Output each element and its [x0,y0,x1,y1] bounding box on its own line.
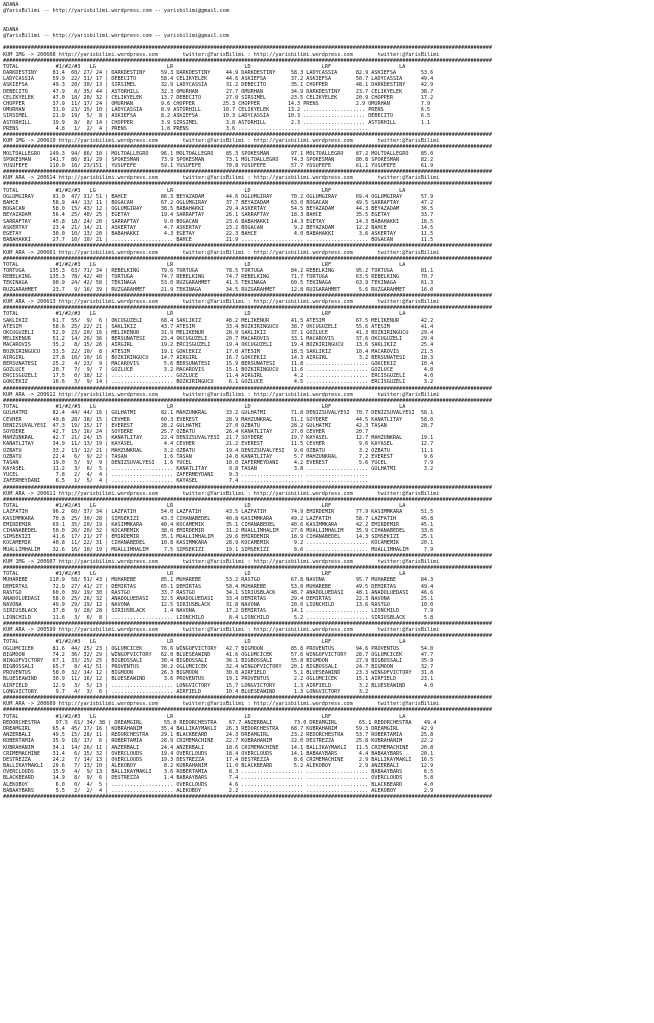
table-row: ALEKOBOY 6.0 0/ 4/ 5 | .................... OVERCLOUDS 4.6 .................... .................... BLACKBEARD 4.0 [3,781,434,788]
table-row: GOZLUCE 20.7 7/ 9/ 7 | GOZLUCE 3.2 MACAROVIS 15.1 BOZKIRINGUCU 11.6 .................... GOZLUCE 4.0 [3,367,434,374]
table-row: REBELKING 135.3 78/ 42/ 40 | TORTUGA 74.7 REBELKING 74.7 REBELKING 71.7 TORTUGA 63.5 REBELKING 70.7 [3,274,434,281]
table-row: ERCISGUZELI 17.5 0/ 18/ 12 | .................... GOZLUCE 11.4 AIRGIRL 4.2 .................... ERCISGUZELI 4.0 [3,373,434,380]
table-row: OVERCLOUDS 15.9 4/ 9/ 13 | BALLIKAYMAKLI 3.6 ROBERTAMIA 8.3 .................... .................... BABAAYBARS 6.5 [3,769,434,776]
table-row: SPOKESMAN 141.7 80/ 81/ 29 | SPOKESMAN 73.9 SPOKESMAN 73.1 MOLTOALLEGRO 74.3 SPOKESMAN 80.8 SPOKESMAN 82.2 [3,156,434,163]
table-row: WINGOFVICTORY 67.1 33/ 25/ 25 | BIGBOSSALI 30.4 BIGBOSSALI 36.1 BIGBOSSALI 55.8 BIGMOON 27.9 BIGBOSSALI 35.9 [3,657,434,664]
separator-line: ############################################################################################################################################################## [3,181,492,188]
table-row: DENIZSUVALYESI 47.3 19/ 15/ 17 | EVEREST 28.2 GULHATMI 27.0 OZBATU 28.2 GULHATMI 42.3 TASAN 28.7 [3,422,434,429]
table-row: MUHAREBE 110.9 58/ 51/ 43 | MUHAREBE 85.1 MUHAREBE 53.2 RASTGO 67.8 NAVONA 95.7 MUHAREBE 84.3 [3,577,434,584]
table-row: KASIMMKARA 70.8 25/ 30/ 28 | SIMSEKIZI 43.3 CIHANABEDEL 40.8 KASIMMKARA 49.2 LAZFATIH 58.7 LAZFATIH 45.8 [3,515,434,522]
table-row: BEYAZADAM 56.4 25/ 40/ 25 | EGETAY 19.4 SARRAFTAY 26.1 SARRAFTAY 18.3 BAHCE 35.5 EGETAY 33.7 [3,212,434,219]
table-row: BLUESEAWIND 30.9 11/ 16/ 12 | BLUESEAWIND 3.6 PROVENTUS 19.1 PROVENTUS 2.2 OGLUMCICEK 15.1 AIRFIELD 23.1 [3,676,434,683]
section-title: KUM ARA -> 200611 http://yarisbilimi.wordpress.com twitter:@YarisBilimi : http://yarisbilimi.wordpress.com twitter:@YarisBilimi [3,490,440,497]
table-row: NAVONA 49.9 29/ 19/ 12 | NAVONA 12.5 SIRIUSBLACK 31.8 NAVONA 20.0 LIONCHILD 13.6 RASTGO 10.0 [3,602,434,609]
section-title: KUM 1MG -> 200607 http://yarisbilimi.wordpress.com twitter:@YarisBilimi : http://yarisbilimi.wordpress.com twitter:@YarisBilimi [3,558,440,565]
separator-line: ############################################################################################################################################################## [3,620,492,627]
table-row: KUBRAHANIM 34.1 14/ 26/ 11 | ANZERBALI 24.4 ANZERBALI 18.6 CRIMEMACHINE 14.1 BALLIKAYMAKLI 11.5 CRIMEMACHINE 20.8 [3,744,434,751]
table-row: GOKCEKIZ 16.6 3/ 9/ 14 | .................... BOZKIRINGUCU 6.1 GOZLUCE 4.5 .................... ERCISGUZELI 3.2 [3,379,434,386]
table-row: KAYASEL 11.2 3/ 6/ 5 | .................... KANATLITAY 9.8 TASAN 3.8 .................... GULHATMI 3.2 [3,466,434,473]
table-row: SAKLIKIZ 61.7 55/ 9/ 6 | OKCUGUZELI 68.4 SAKLIKIZ 48.2 MELIKENUR 41.5 ATESIM 67.5 MELIKENUR 42.2 [3,317,434,324]
separator-line: ############################################################################################################################################################## [3,398,492,404]
table-row: MOLTOALLEGRO 149.3 94/ 86/ 10 | MOLTOALLEGRO 96.1 MOLTOALLEGRO 85.3 SPOKESMAN 97.1 MOLTOALLEGRO 87.2 MOLTOALLEGRO 85.0 [3,150,434,157]
table-row: EMIRDEMIR 69.1 35/ 20/ 19 | KASIMMKARA 40.4 KOCAMEMIK 35.1 CIHANABEDEL 40.6 KASIMMKARA 42.2 EMIRDEMIR 45.1 [3,521,434,528]
table-row: SARRAFTAY 45.8 18/ 24/ 20 | SARRAFTAY 9.0 BOGACAN 23.6 BABAHAKKI 14.3 EGETAY 14.3 BABAHAKKI 16.5 [3,218,434,225]
table-row: TOTAL #1/#2/#3 LG LR LD LRF LA [3,311,406,318]
separator-line: ############################################################################################################################################################## [3,57,492,64]
table-row: TOTAL #1/#2/#3 LG LR LD LRF LA [3,571,406,578]
table-row: OKCUGUZELI 52.9 23/ 20/ 16 | MELIKENUR 31.9 MELIKENUR 28.9 SAKLIKIZ 37.1 GOZLUCE 41.3 BOZKIRINGUCU 29.4 [3,329,434,336]
separator-line: ############################################################################################################################################################## [3,292,492,299]
table-row: EGETAY 30.0 10/ 13/ 20 | BABAHAKKI 4.3 EGETAY 22.3 BAHCE 4.0 BABAHAKKI 3.6 ASKERTAY 11.5 [3,230,434,237]
separator-line: ############################################################################################################################################################## [3,169,492,176]
table-row: BOGACAN 58.0 15/ 43/ 12 | OGLUMGIRAY 38.5 BABAHAKKI 29.4 ASKERTAY 54.5 BEYAZADAM 44.3 BEYAZADAM 36.5 [3,206,434,213]
section-title: KUM ARA -> 200614 http://yarisbilimi.wordpress.com twitter:@YarisBilimi : http://yarisbilimi.wordpress.com twitter:@YarisBilimi [3,175,440,182]
table-row: MACAROVIS 35.2 8/ 15/ 26 | AIRGIRL 19.2 ERCISGUZELI 19.4 OKCUGUZELI 19.4 BOZKIRINGUCU 13.6 SAKLIKIZ 25.4 [3,342,434,349]
table-row: LONGVICTORY 9.7 4/ 3/ 6 | .................... AIRFIELD 10.4 BLUESEAWIND 1.3 LONGVICTORY 3.2 [3,688,369,695]
table-row: PRENS 4.8 1/ 2/ 4 | PRENS 1.8 PRENS 3.6 .................... .................... [3,125,369,132]
table-row: DESTREZZA 24.2 7/ 14/ 13 | OVERCLOUDS 19.3 DESTREZZA 17.4 DESTREZZA 8.6 CRIMEMACHINE 2.9 BALLIKAYMAKLI 16.5 [3,756,434,763]
table-row: SOYDERE 42.7 15/ 16/ 24 | SOYDERE 25.7 OZBATU 26.4 KANATLITAY 27.0 CEVHER 20.7 [3,428,369,435]
table-row: YUCEL 7.8 2/ 4/ 4 | .................... ZAFERMEYDANI 9.3 .................... .................... [3,472,369,479]
separator-line: ############################################################################################################################################################## [3,695,492,701]
table-row: GULHATMI 82.4 44/ 44/ 16 | GULHATMI 82.1 MAHZUNKRAL 33.2 GULHATMI 71.8 DENIZSUVALYESI 70.7 DENIZSUVALYESI 58.1 [3,410,434,417]
table-row: ASKIEFSA 49.3 20/ 30/ 13 | SIRSIMEL 32.9 LADYCASSIA 31.2 DEBECITO 35.1 CHOPPER 48.1 DARKDESTINY 42.9 [3,82,434,89]
table-row: TOTAL #1/#2/#3 LG LR LD LRF LA [3,261,406,268]
table-row: ASTORHILL 19.9 8/ 8/ 14 | CHOPPER 3.9 SIRSIMEL 3.8 ASTORHILL 2.3 .................... ASTORHILL 1.1 [3,119,431,126]
table-row: BALLIKAYMAKLI 20.6 7/ 13/ 10 | ALEKOBOY 8.2 KUBRAHANIM 11.0 BLACKBEARD 5.2 ALEKOBOY 2.9 ANZERBALI 12.9 [3,763,434,770]
table-row: DEBECITO 47.9 8/ 35/ 44 | ASTORHILL 32.3 OMURHAN 27.7 OMURHAN 34.9 DARKDESTINY 23.7 CELIKYELEK 38.7 [3,88,434,95]
separator-line: ############################################################################################################################################################## [3,255,492,262]
separator-line: ############################################################################################################################################################## [3,633,492,640]
table-row: OMURHAN 31.0 23/ 15/ 10 | LADYCASSIA 8.9 ASTORHILL 10.7 CELIKYELEK 13.2 .................... PRENS 6.5 [3,107,431,114]
separator-line: ############################################################################################################################################################## [3,243,492,250]
table-row: TOTAL #1/#2/#3 LG LR LD LRF LA [3,404,406,411]
header-line: ADANA [3,26,19,33]
table-row: CELIKYELEK 47.0 18/ 20/ 32 | CELIKYELEK 13.7 DEBECITO 27.0 SIRSIMEL 23.5 CELIKYELEK 20.9 CHOPPER 17.2 [3,94,434,101]
table-row: SIMSEKIZI 41.6 17/ 21/ 27 | EMIRDEMIR 35.1 MUALLIMHALIM 29.6 EMIRDEMIR 18.9 CIHANABEDEL 14.3 SIMSEKIZI 25.1 [3,534,434,541]
table-row: BIGBOSSALI 65.7 8/ 41/ 51 | PROVENTUS 30.2 OGLUMCICEK 32.4 WINGOFVICTORY 20.1 BIGBOSSALI 24.7 BIGMOON 32.7 [3,664,434,671]
table-row: LAZFATIH 96.2 60/ 37/ 34 | LAZFATIH 54.0 LAZFATIH 43.5 LAZFATIH 74.9 EMIRDEMIR 77.9 KASIMMKARA 51.5 [3,509,434,516]
table-row: MELIKENUR 51.2 14/ 26/ 36 | BERSUNATESI 23.4 OKCUGUZELI 20.7 MACAROVIS 33.1 MACAROVIS 37.6 OKCUGUZELI 29.4 [3,336,434,343]
table-row: BLACKBEARD 14.9 8/ 9/ 6 | DESTREZZA 1.4 BABAAYBARS 7.4 .................... .................... OVERCLOUDS 5.8 [3,775,434,782]
separator-line: ############################################################################################################################################################## [3,144,492,151]
separator-line: ############################################################################################################################################################## [3,497,492,503]
separator-line: ############################################################################################################################################################## [3,385,492,392]
separator-line: ############################################################################################################################################################## [3,552,492,559]
table-row: SIRSIMEL 21.9 19/ 5/ 8 | ASKIEFSA 8.2 ASKIEFSA 10.3 LADYCASSIA 10.3 .................... DEBECITO 6.5 [3,113,431,120]
section-title: KUM ARA -> 200601 http://yarisbilimi.wordpress.com twitter:@YarisBilimi : http://yarisbilimi.wordpress.com twitter:@YarisBilimi [3,249,440,256]
table-row: BABAAYBARS 5.5 2/ 2/ 4 | .................... ALEKOBOY 2.2 .................... .................... ALEKOBOY 2.9 [3,787,434,794]
section-title: KUM 1MG -> 200608 http://yarisbilimi.wordpress.com twitter:@YarisBilimi : http://yarisbilimi.wordpress.com twitter:@YarisBilimi [3,51,440,58]
table-row: TEKINAGA 90.9 24/ 42/ 58 | TEKINAGA 53.0 RUZGARAHMET 41.5 TEKINAGA 60.5 TEKINAGA 63.9 TEKINAGA 61.3 [3,280,434,287]
section-title: KUM ARA -> 200609 http://yarisbilimi.wordpress.com twitter:@YarisBilimi : http://yarisbilimi.wordpress.com twitter:@YarisBilimi [3,701,440,708]
table-row: TOTAL #1/#2/#3 LG LR LD LRF LA [3,713,406,720]
separator-line: ############################################################################################################################################################## [3,565,492,572]
table-row: LADYCASSIA 59.9 22/ 31/ 17 | DEBECITO 58.4 CELIKYELEK 44.6 ASKIEFSA 37.2 ASKIEFSA 50.7 LADYCASSIA 49.4 [3,76,434,83]
table-row: AIRFIELD 12.9 3/ 5/ 13 | .................... LONGVICTORY 15.7 LONGVICTORY 1.3 AIRFIELD 3.2 BLUESEAWIND 4.0 [3,682,434,689]
table-row: BIGMOON 74.2 36/ 32/ 29 | WINGOFVICTORY 62.0 BLUESEAWIND 41.6 OGLUMCICEK 57.6 WINGOFVICTORY 28.7 OGLUMCICEK 47.7 [3,651,434,658]
table-row: KANATLITAY 34.9 11/ 13/ 19 | KAYASEL 4.4 CEVHER 21.2 EVEREST 11.5 CEVHER 9.6 KAYASEL 12.7 [3,441,434,448]
table-row: OZBATU 33.2 13/ 12/ 21 | MAHZUNKRAL 3.2 OZBATU 19.4 DENIZSUVALYESI 9.0 OZBATU 3.2 OZBATU 11.1 [3,447,434,454]
table-row: ANZERBALI 49.5 15/ 28/ 11 | REDORCHESTRA 29.1 BLACKBEARD 24.3 DREAMGIRL 23.2 REDORCHESTRA 53.7 ROBERTAMIA 25.8 [3,732,434,739]
table-row: DREAMGIRL 65.4 45/ 17/ 16 | KUBRAHANIM 35.4 BALLIKAYMAKLI 26.3 REDORCHESTRA 68.7 KUBRAHANIM 59.3 DREAMGIRL 42.9 [3,725,434,732]
table-row: RASTGO 60.0 39/ 19/ 30 | RASTGO 33.7 RASTGO 34.1 SIRIUSBLACK 48.7 ANADOLUEDASI 48.1 ANADOLUEDASI 46.6 [3,589,434,596]
table-row: TASAN 19.0 5/ 9/ 9 | DENIZSUVALYESI 1.6 YUCEL 10.0 ZAFERMEYDANI 4.2 EVEREST 5.6 YUCEL 7.9 [3,459,434,466]
table-row: ROBERTAMIA 35.9 18/ 17/ 6 | ROBERTAMIA 28.9 CRIMEMACHINE 22.7 KUBRAHANIM 22.0 DESTREZZA 25.8 KUBRAHANIM 22.2 [3,738,434,745]
table-row: KOCAMEMIK 40.8 11/ 22/ 31 | CIHANABEDEL 10.8 KASIMMKARA 28.9 KOCAMEMIK 9.2 .................... KOCAMEMIK 20.1 [3,540,434,547]
separator-line: ############################################################################################################################################################## [3,305,492,312]
table-row: TOTAL #1/#2/#3 LG LR LD LRF LA [3,63,406,70]
section-title: KUM ARA -> 200599 http://yarisbilimi.wordpress.com twitter:@YarisBilimi : http://yarisbilimi.wordpress.com twitter:@YarisBilimi [3,626,440,633]
separator-line: ############################################################################################################################################################## [3,131,492,138]
table-row: MAHZUNKRAL 42.7 21/ 24/ 15 | KANATLITAY 22.4 DENIZSUVALYESI 21.7 SOYDERE 19.7 KAYASEL 12.7 MAHZUNKRAL 19.1 [3,435,434,442]
table-row: OGLUMGIRAY 91.0 47/ 31/ 51 | BAHCE 86.3 BEYAZADAM 44.6 OGLUMGIRAY 70.2 OGLUMGIRAY 69.4 OGLUMGIRAY 57.9 [3,193,434,200]
table-row: AIRGIRL 27.8 10/ 10/ 16 | BOZKIRINGUCU 14.7 AIRGIRL 16.7 GOKCEKIZ 14.3 AIRGIRL 3.2 BERSUNATESI 18.3 [3,354,434,361]
table-row: ATESIM 58.6 25/ 22/ 21 | SAKLIKIZ 43.7 ATESIM 33.4 BOZKIRINGUCU 38.7 OKCUGUZELI 55.6 ATESIM 41.4 [3,323,434,330]
table-row: CIHANABEDEL 50.0 26/ 20/ 32 | KOCAMEMIK 38.0 EMIRDEMIR 31.2 MUALLIMHALIM 27.6 MUALLIMHALIM 35.9 CIHANABEDEL 33.6 [3,527,434,534]
section-title: KUM ARA -> 200613 http://yarisbilimi.wordpress.com twitter:@YarisBilimi : http://yarisbilimi.wordpress.com twitter:@YarisBilimi [3,299,440,305]
separator-line: ############################################################################################################################################################## [3,484,492,491]
table-row: CRIMEMACHINE 31.4 6/ 15/ 32 | OVERCLOUDS 19.4 OVERCLOUDS 18.4 OVERCLOUDS 14.1 BABAAYBARS 4.4 BABAAYBARS 20.1 [3,750,434,757]
table-row: TOTAL #1/#2/#3 LG LR LD LRF LA [3,503,406,510]
table-row: YUSUFEFE 110.0 16/ 23/151 | YUSUFEFE 59.1 YUSUFEFE 70.8 YUSUFEFE 57.7 YUSUFEFE 61.1 YUSUFEFE 61.9 [3,162,434,169]
table-row: RUZGARAHMET 23.7 9/ 16/ 39 | RUZGARAHMET 21.9 TEKINAGA 34.5 RUZGARAHMET 12.8 RUZGARAHMET 5.6 RUZGARAHMET 16.0 [3,286,434,293]
table-row: DARKDESTINY 81.4 60/ 27/ 24 | DARKDESTINY 59.3 DARKDESTINY 44.9 DARKDESTINY 58.3 LADYCASSIA 82.9 ASKIEFSA 53.6 [3,70,434,77]
table-row: PROVENTUS 58.0 32/ 14/ 12 | BIGMOON 26.3 BIGMOON 30.8 AIRFIELD 5.1 BLUESEAWIND 23.3 WINGOFVICTORY 31.8 [3,670,434,677]
table-row: BABAHAKKI 27.7 10/ 10/ 21 | .................... BAHCE 21.9 .................... .................... BOGACAN 11.5 [3,237,434,244]
header-line: @YarisBilimi -- http://yarisbilimi.wordpress.com -- yarisbilimi@gmail.com [3,8,229,15]
table-row: SIRIUSBLACK 37.8 9/ 28/ 28 | SIRIUSBLACK 1.4 NAVONA 17.2 DEMIRTAS 14.1 .................... LIONCHILD 7.9 [3,608,434,615]
table-row: TOTAL #1/#2/#3 LG LR LD LRF LA [3,639,406,646]
table-row: TOTAL #1/#2/#3 LG LR LD LRF LA [3,187,406,194]
separator-line: ############################################################################################################################################################## [3,794,492,800]
table-row: CEVHER 49.8 28/ 18/ 15 | CEVHER 60.3 EVEREST 28.9 MAHZUNKRAL 51.1 SOYDERE 44.5 KANATLITAY 58.0 [3,416,434,423]
table-row: BERSUNATESI 25.2 4/ 23/ 9 | MACAROVIS 5.6 BERSUNATESI 15.9 BERSUNATESI 11.8 .................... GOKCEKIZ 10.4 [3,360,434,367]
section-title: KUM 1MG -> 200610 http://yarisbilimi.wordpress.com twitter:@YarisBilimi : http://yarisbilimi.wordpress.com twitter:@YarisBilimi [3,138,440,145]
table-row: CHOPPER 37.9 11/ 17/ 24 | OMURHAN 9.6 CHOPPER 25.3 CHOPPER 14.3 PRENS 2.9 OMURHAN 7.9 [3,101,431,107]
table-row: REDORCHESTRA 97.5 61/ 34/ 38 | DREAMGIRL 55.0 REDORCHESTRA 67.7 ANZERBALI 73.0 DREAMGIRL 65.1 REDORCHESTRA 49.4 [3,719,437,726]
separator-line: ############################################################################################################################################################## [3,45,492,52]
table-row: ZAFERMEYDANI 6.5 1/ 5/ 4 | .................... KAYASEL 7.4 .................... .................... [3,478,369,485]
table-row: LIONCHILD 11.6 3/ 6/ 8 | .................... LIONCHILD 8.4 LIONCHILD 5.2 .................... SIRIUSBLACK 5.8 [3,614,434,621]
table-row: BAHCE 58.9 44/ 13/ 11 | BOGACAN 67.2 OGLUMGIRAY 37.7 BEYAZADAM 63.0 BOGACAN 49.5 SARRAFTAY 47.2 [3,200,434,206]
header-line: ADANA [3,2,19,8]
header-line: @YarisBilimi -- http://yarisbilimi.wordpress.com -- yarisbilimi@gmail.com [3,32,229,39]
table-row: MUALLIMHALIM 32.6 16/ 10/ 19 | MUALLIMHALIM 7.5 SIMSEKIZI 19.1 SIMSEKIZI 8.6 .................... MUALLIMHALIM 7.9 [3,546,434,553]
section-title: KUM ARA -> 200612 http://yarisbilimi.wordpress.com twitter:@YarisBilimi : http://yarisbilimi.wordpress.com twitter:@YarisBilimi [3,391,440,398]
table-row: BOZKIRINGUCU 33.5 22/ 10/ 8 | ATESIM 19.1 GOKCEKIZ 17.0 ATESIM 18.5 SAKLIKIZ 10.4 MACAROVIS 21.5 [3,348,434,355]
table-row: OZBATU 22.4 6/ 9/ 22 | TASAN 1.6 TASAN 14.0 KANATLITAY 5.7 MAHZUNKRAL 7.2 EVEREST 9.6 [3,453,434,460]
table-row: OGLUMCICEK 81.6 44/ 25/ 23 | OGLUMCICEK 76.6 WINGOFVICTORY 42.7 BIGMOON 85.8 PROVENTUS 94.6 PROVENTUS 54.0 [3,645,434,652]
table-row: DEMIRTAS 72.9 27/ 41/ 27 | DEMIRTAS 65.1 DEMIRTAS 50.4 MUHAREBE 53.0 MUHAREBE 49.5 DEMIRTAS 49.4 [3,583,434,590]
table-row: ASKERTAY 23.4 21/ 14/ 21 | ASKERTAY 4.7 ASKERTAY 23.2 BOGACAN 9.2 BEYAZADAM 12.2 BAHCE 14.5 [3,224,434,231]
table-row: ANADOLUEDASI 58.0 25/ 26/ 32 | ANADOLUEDASI 32.5 ANADOLUEDASI 33.4 DEMIRTAS 29.4 DEMIRTAS 22.3 NAVONA 25.1 [3,596,434,602]
separator-line: ############################################################################################################################################################## [3,707,492,714]
table-row: TORTUGA 135.3 63/ 71/ 34 | REBELKING 79.6 TORTUGA 78.5 TORTUGA 84.2 REBELKING 95.2 TORTUGA 81.1 [3,268,434,275]
